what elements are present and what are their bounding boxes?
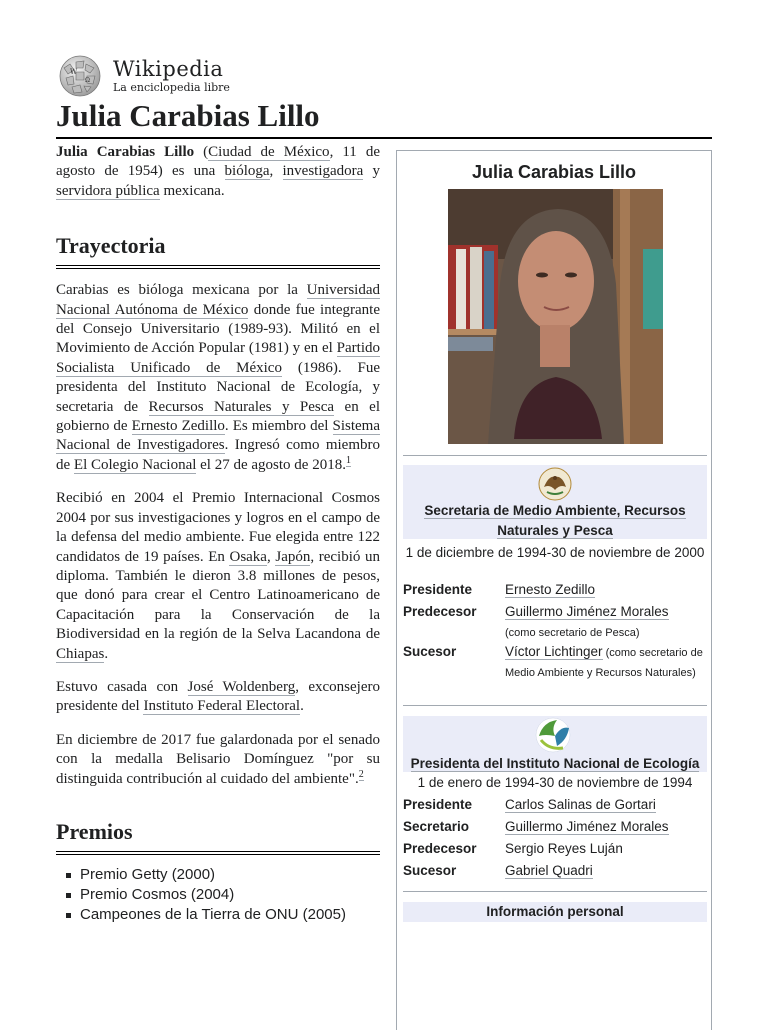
text: en el gobierno de [56,398,380,435]
site-name[interactable]: Wikipedia [113,56,224,81]
link-osaka[interactable]: Osaka [229,548,267,565]
link-biologa[interactable]: bióloga [224,163,270,180]
section-heading-premios: Premios [56,819,380,855]
text: Recibió en 2004 el Premio Internacional Cosmos 2004 por sus investigaciones y logros en el campo de la defensa del medio ambiente. Fue elegida entre 122 candidatos de 19 países. En [56,490,380,565]
link-servidora-publica[interactable]: servidora pública [56,182,160,199]
wikipedia-header[interactable] [56,54,230,98]
text: donde fue integrante del Consejo Universitario (1989-93). Militó en el Movimiento de Acción Popular (1981) y en el [56,301,380,357]
reference-2[interactable]: 2 [358,768,364,780]
link-gabriel-quadri[interactable]: Gabriel Quadri [505,863,593,878]
sucesor-note: (como secretario de Medio Ambiente y Recursos Naturales) [505,647,703,679]
svg-text:Ω: Ω [85,77,90,84]
article-body [56,143,380,925]
site-tagline: La enciclopedia libre [113,80,230,94]
link-ciudad-de-mexico[interactable]: Ciudad de México [208,144,330,160]
office-dates: 1 de enero de 1994-30 de noviembre de 1994 [417,775,693,790]
text: . Ingresó como miembro de [56,437,380,473]
text: , exconsejero presidente del [56,678,380,715]
label: Secretario [403,819,470,834]
text: ( [194,144,209,160]
section-heading-trayectoria: Trayectoria [56,233,380,269]
reference-1[interactable]: 1 [345,454,351,466]
link-sni[interactable]: Sistema Nacional de Investigadores [56,418,380,454]
label: Presidente [403,797,473,812]
label: Sucesor [403,644,457,659]
office-dates: 1 de diciembre de 1994-30 de noviembre de 2000 [405,545,705,560]
label: Predecesor [403,604,477,619]
infobox-divider [403,891,707,892]
wikipedia-globe-icon[interactable] [56,54,104,98]
text: , [266,548,276,565]
link-recursos-naturales[interactable]: Recursos Naturales y Pesca [148,398,335,415]
list-item: Campeones de la Tierra de ONU (2005) [56,905,380,925]
list-item: Premio Cosmos (2004) [56,885,380,905]
link-investigadora[interactable]: investigadora [282,163,364,180]
link-ife[interactable]: Instituto Federal Electoral [143,698,301,715]
link-psum[interactable]: Partido Socialista Unificado de México [56,340,380,376]
office-title-wrap [403,501,707,541]
link-chiapas[interactable]: Chiapas [56,645,105,662]
text: Estuvo casada con [56,678,188,695]
label: Sucesor [403,863,457,878]
link-guillermo-jimenez[interactable]: Guillermo Jiménez Morales [505,604,669,619]
link-ernesto-zedillo[interactable]: Ernesto Zedillo [131,418,225,435]
row-presidente [403,795,707,815]
trayectoria-paragraph-1 [56,281,380,475]
text: , 11 de agosto de 1954) es una [56,144,380,180]
text: Carabias es bióloga mexicana por la [56,282,307,299]
office-title-wrap [403,754,707,774]
trayectoria-paragraph-4 [56,731,380,789]
text: . Es miembro del [224,418,333,435]
personal-info-header: Información personal [403,902,707,922]
infobox-divider [403,455,707,456]
link-colegio-nacional[interactable]: El Colegio Nacional [73,456,197,473]
text: , [269,163,283,180]
row-secretario [403,817,707,837]
trayectoria-paragraph-2 [56,489,380,664]
link-japon[interactable]: Japón [275,548,311,565]
label: Presidente [403,582,473,597]
office-title-semarnap[interactable]: Secretaria de Medio Ambiente, Recursos Naturales y Pesca [424,503,686,538]
text: el 27 de agosto de 2018. [196,456,346,473]
text: (1986). Fue presidenta del Instituto Nacional de Ecología, y secretaria de [56,359,380,415]
predecesor-value: Sergio Reyes Luján [505,841,623,856]
title-divider [56,137,712,139]
mexico-coat-of-arms-icon [535,465,575,501]
row-sucesor [403,642,707,682]
text: y [363,163,381,180]
infobox [396,150,712,1030]
text: . [104,645,109,662]
link-victor-lichtinger[interactable]: Víctor Lichtinger [505,644,603,659]
trayectoria-paragraph-3 [56,678,380,717]
portrait-photo[interactable] [448,189,663,444]
intro-name: Julia Carabias Lillo [56,144,195,160]
link-ernesto-zedillo-infobox[interactable]: Ernesto Zedillo [505,582,596,597]
intro-paragraph [56,143,380,201]
page-title: Julia Carabias Lillo [56,98,320,133]
link-unam[interactable]: Universidad Nacional Autónoma de México [56,282,380,318]
text: . [300,698,304,715]
text: , recibió un diploma. También le dieron 3.8 millones de pesos, que donó para crear el Centro Latinoamericano de Capacitación para la Conservación de la Biodiversidad en la región de la Selva Lacandona de [56,548,380,643]
infobox-title: Julia Carabias Lillo [471,162,637,182]
office-title-ine[interactable]: Presidenta del Instituto Nacional de Ecología [410,756,700,771]
office-header [403,716,707,772]
svg-text:W: W [70,68,78,76]
link-jose-woldenberg[interactable]: José Woldenberg [187,678,296,695]
row-predecesor [403,602,707,642]
row-presidente [403,580,707,600]
row-predecesor [403,839,707,859]
ine-ecologia-logo-icon [533,716,573,754]
office-header [403,465,707,539]
link-carlos-salinas[interactable]: Carlos Salinas de Gortari [505,797,656,812]
text: En diciembre de 2017 fue galardonada por el senado con la medalla Belisario Domínguez "por su distinguida contribución al cuidado del ambiente". [56,731,380,787]
label: Predecesor [403,841,477,856]
list-item: Premio Getty (2000) [56,865,380,885]
premios-list [56,865,380,925]
infobox-divider [403,705,707,706]
predecesor-note: (como secretario de Pesca) [505,627,640,639]
link-guillermo-jimenez-2[interactable]: Guillermo Jiménez Morales [505,819,669,834]
row-sucesor [403,861,707,881]
text: mexicana. [159,182,225,199]
